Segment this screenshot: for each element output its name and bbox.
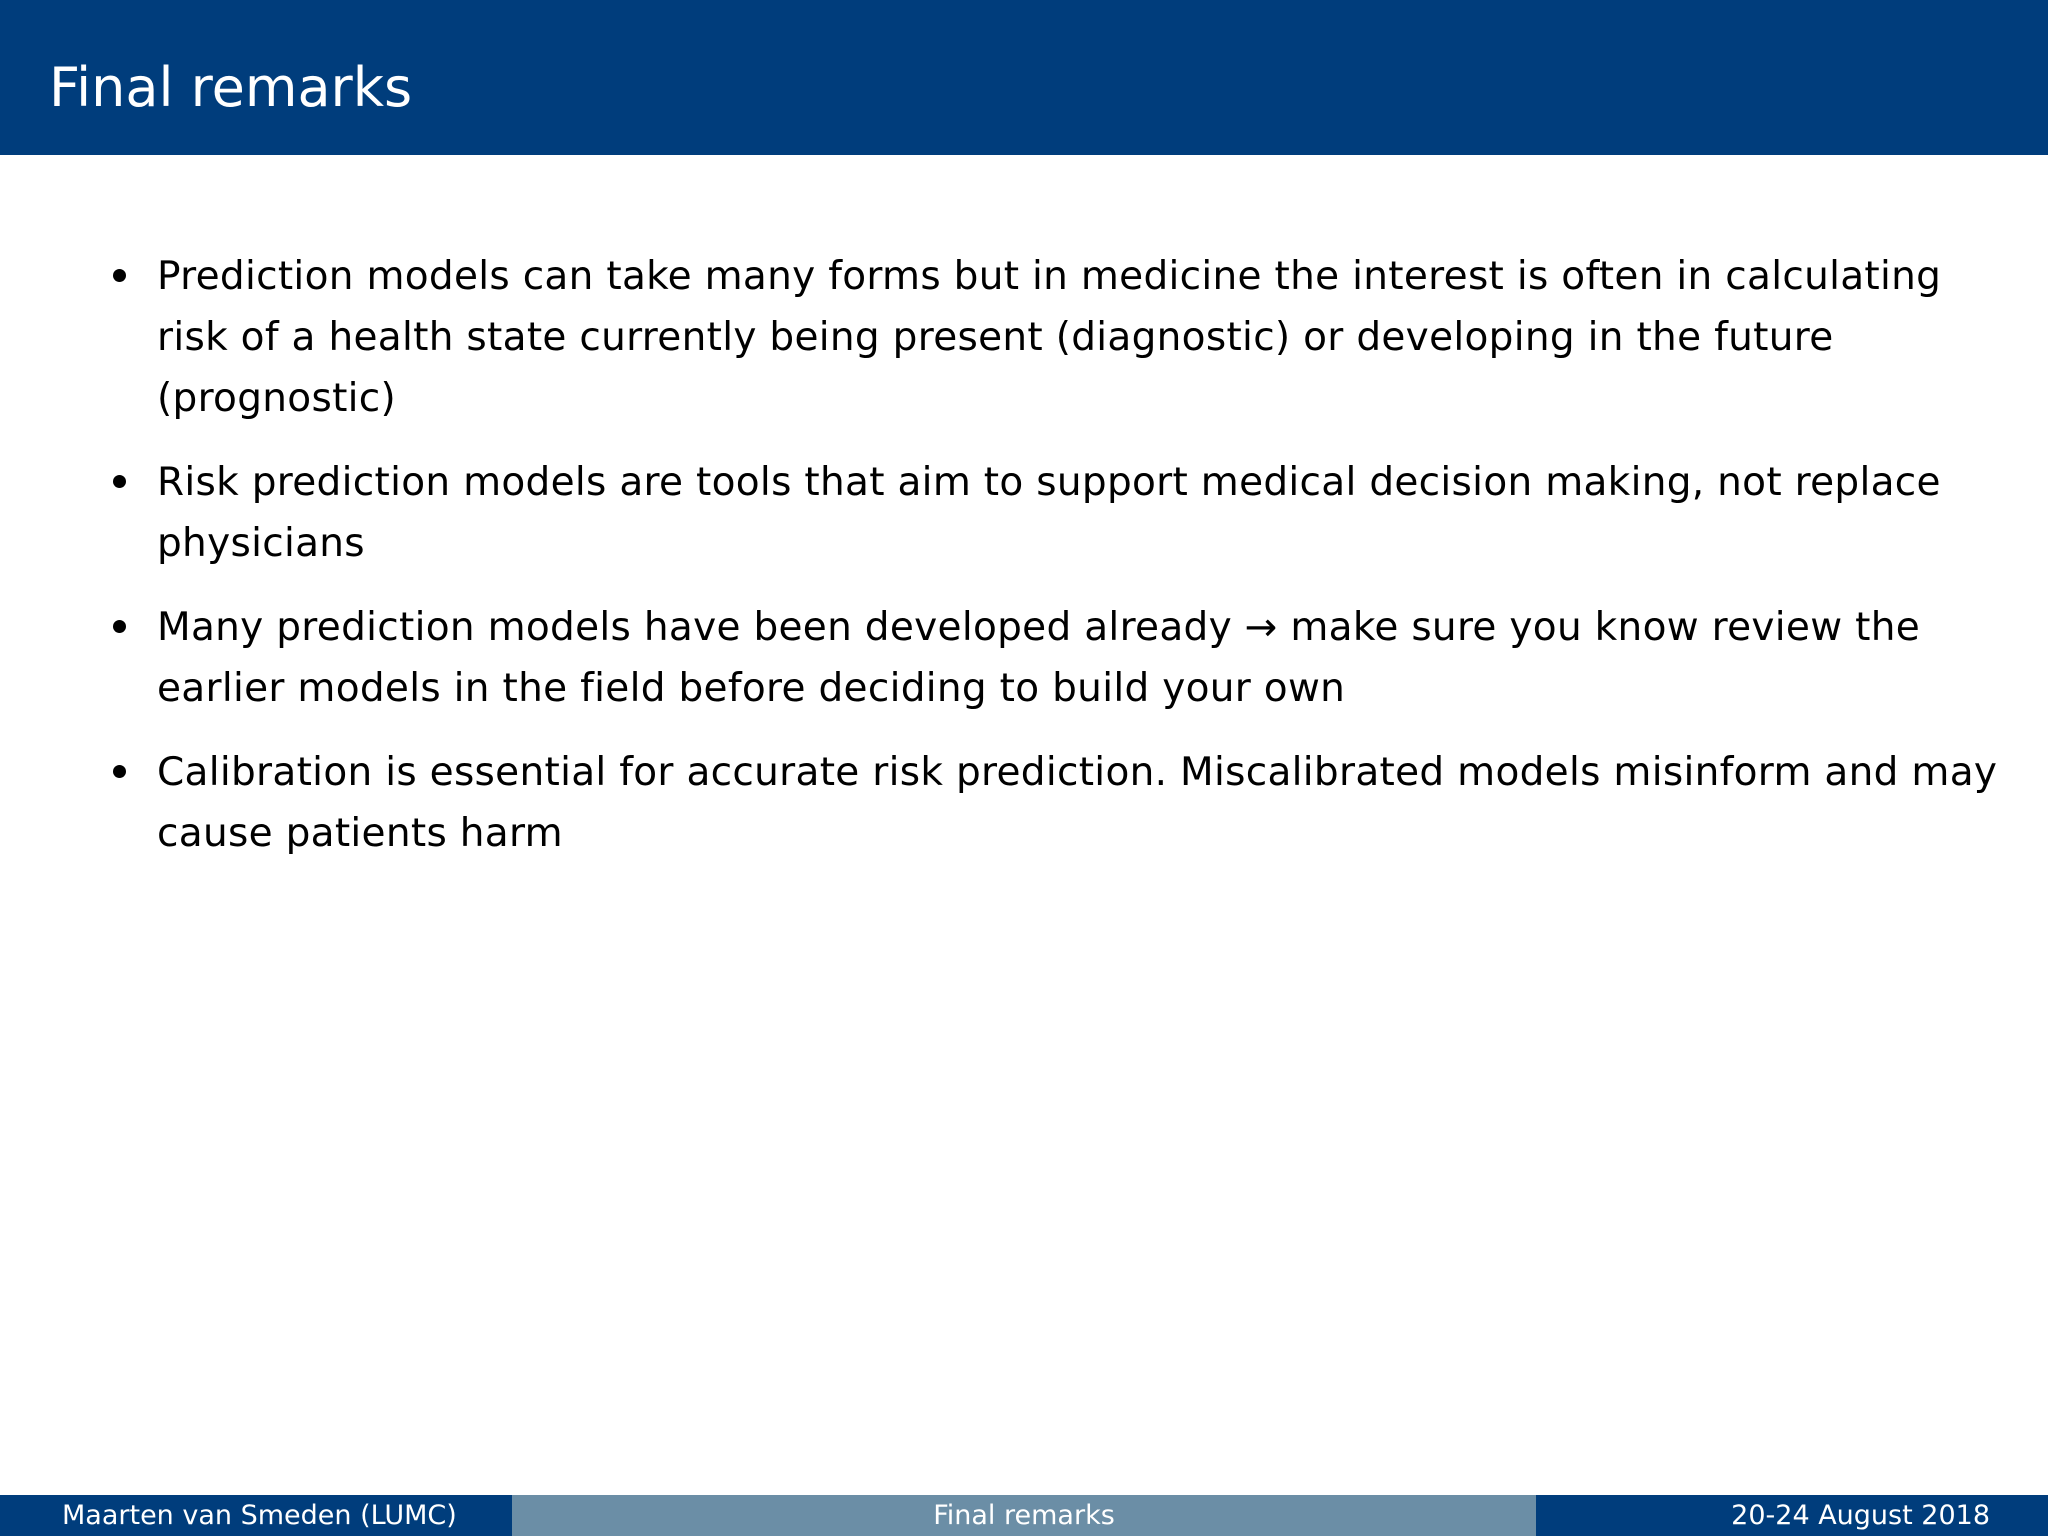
slide-footer [0, 1495, 2048, 1536]
bullet-item [107, 246, 2007, 429]
bullet-item [107, 452, 2007, 574]
bullet-icon [113, 475, 126, 488]
footer-date: 20-24 August 2018 [1536, 1495, 2048, 1536]
footer-section-title: Final remarks [512, 1495, 1536, 1536]
slide-header [0, 0, 2048, 155]
bullet-icon [113, 765, 126, 778]
bullet-text: Prediction models can take many forms but in medicine the interest is often in calculating risk of a health state currently being present (diagnostic) or developing in the future (prognostic) [157, 254, 1942, 421]
bullet-list [107, 246, 2007, 887]
bullet-text: Many prediction models have been developed already → make sure you know review the earlier models in the field before deciding to build your own [157, 605, 1921, 711]
bullet-item [107, 742, 2007, 864]
slide-title: Final remarks [49, 56, 413, 119]
footer-author: Maarten van Smeden (LUMC) [0, 1495, 512, 1536]
bullet-text: Calibration is essential for accurate risk prediction. Miscalibrated models misinform and may cause patients harm [157, 750, 1998, 856]
bullet-item [107, 597, 2007, 719]
bullet-icon [113, 269, 126, 282]
bullet-icon [113, 620, 126, 633]
bullet-text: Risk prediction models are tools that aim to support medical decision making, not replace physicians [157, 460, 1941, 566]
